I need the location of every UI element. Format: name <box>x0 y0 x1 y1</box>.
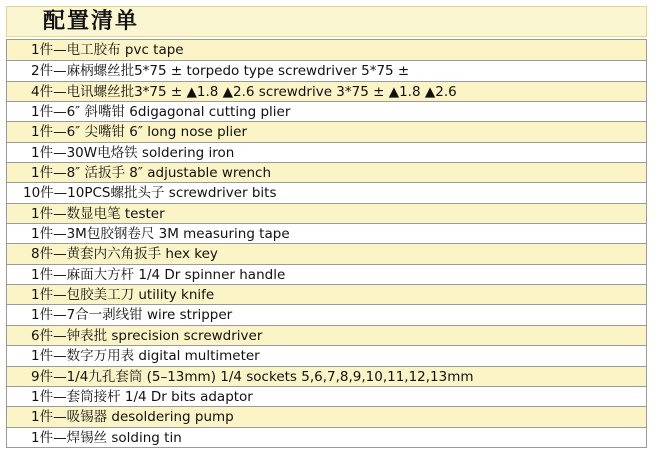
list-item: 1件—包胶美工刀 utility knife <box>7 284 646 304</box>
list-item: 1件—8″ 活扳手 8″ adjustable wrench <box>7 162 646 182</box>
list-item: 6件—钟表批 sprecision screwdriver <box>7 325 646 345</box>
list-item: 10件—10PCS螺批头子 screwdriver bits <box>7 182 646 202</box>
list-item: 9件—1/4九孔套筒 (5–13mm) 1/4 sockets 5,6,7,8,9,10,11,12,13mm <box>7 366 646 386</box>
list-item: 2件—麻柄螺丝批5*75 ± torpedo type screwdriver 5*75 ± <box>7 60 646 80</box>
list-item: 1件—焊锡丝 solding tin <box>7 427 646 447</box>
list-item: 1件—6″ 斜嘴钳 6digagonal cutting plier <box>7 101 646 121</box>
list-item: 1件—数显电笔 tester <box>7 203 646 223</box>
list-item: 1件—30W电烙铁 soldering iron <box>7 142 646 162</box>
page-title: 配置清单 <box>43 9 140 34</box>
list-item: 1件—7合一剥线钳 wire stripper <box>7 304 646 324</box>
list-item: 4件—电讯螺丝批3*75 ± ▲1.8 ▲2.6 screwdrive 3*75 ± ▲1.8 ▲2.6 <box>7 81 646 101</box>
item-list <box>6 39 647 448</box>
list-item: 1件—套筒接杆 1/4 Dr bits adaptor <box>7 386 646 406</box>
list-item: 1件—麻面大方杆 1/4 Dr spinner handle <box>7 264 646 284</box>
title-band <box>6 6 647 37</box>
list-item: 1件—3M包胶钢卷尺 3M measuring tape <box>7 223 646 243</box>
list-item: 1件—6″ 尖嘴钳 6″ long nose plier <box>7 121 646 141</box>
list-item: 1件—数字万用表 digital multimeter <box>7 345 646 365</box>
list-item: 8件—黄套内六角扳手 hex key <box>7 243 646 263</box>
list-item: 1件—电工胶布 pvc tape <box>7 40 646 60</box>
list-item: 1件—吸锡器 desoldering pump <box>7 406 646 426</box>
